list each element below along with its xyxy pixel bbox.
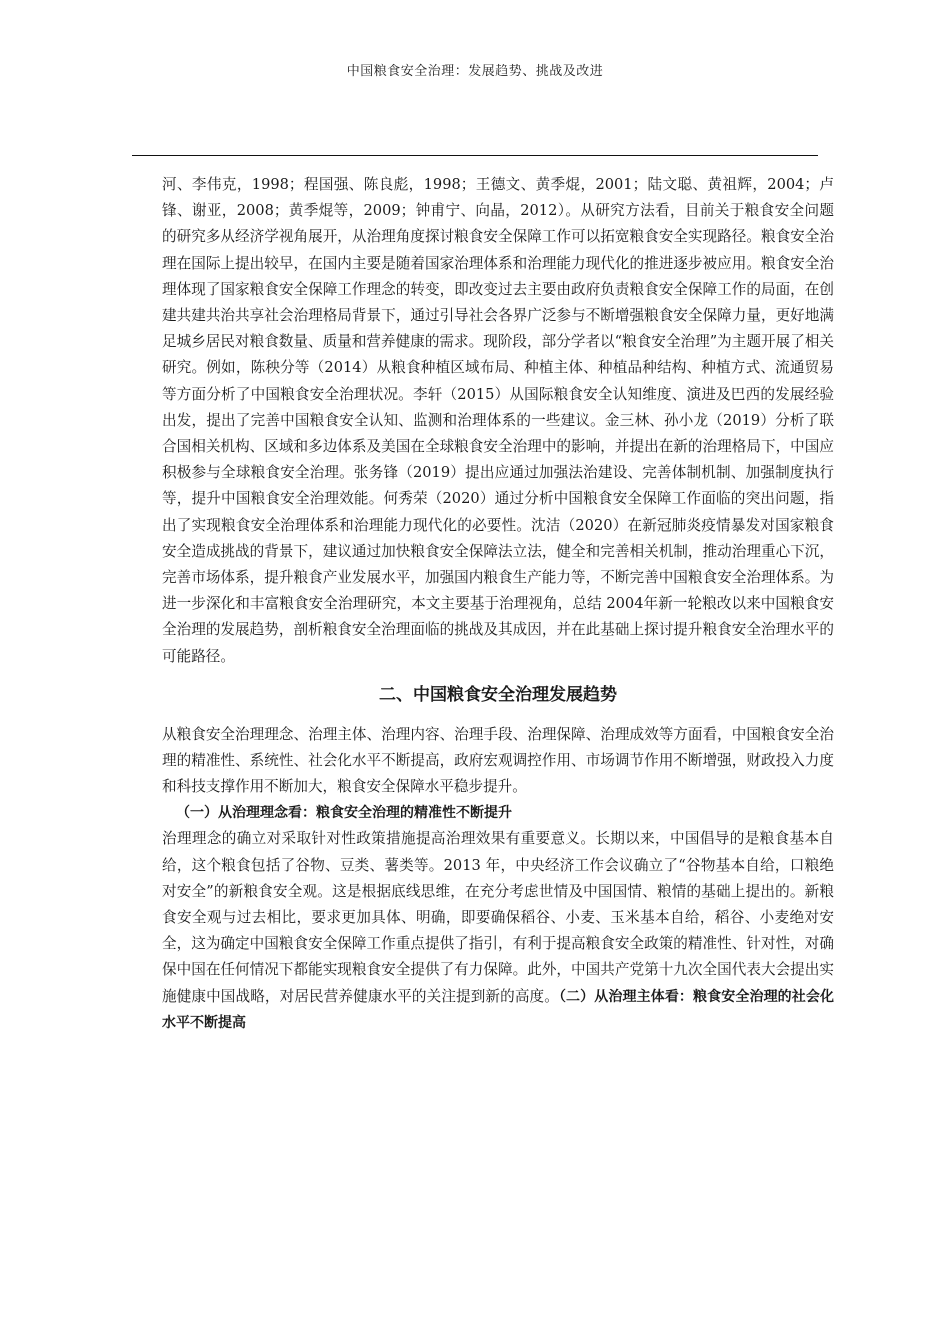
section-heading: 二、中国粮食安全治理发展趋势 xyxy=(379,684,617,705)
paragraph-literature-review: 河、李伟克，1998；程国强、陈良彪，1998；王德文、黄季焜，2001；陆文聪、黄祖辉，2004；卢锋、谢亚，2008；黄季焜等，2009；钟甫宁、向晶，2012）。从研究方法看，目前关于粮食安全问题的研究多从经济学视角展开，从治理角度探讨粮食安全保障工作可以拓宽粮食安全实现路径。粮食安全治理在国际上提出较早，在国内主要是随着国家治理体系和治理能力现代化的推进逐步被应用。粮食安全治理体现了国家粮食安全保障工作理念的转变，即改变过去主要由政府负责粮食安全保障工作的局面，在创建共建共治共享社会治理格局背景下，通过引导社会各界广泛参与不断增强粮食安全保障力量，更好地满足城乡居民对粮食数量、质量和营养健康的需求。现阶段，部分学者以“粮食安全治理”为主题开展了相关研究。例如，陈秧分等（2014）从粮食种植区域布局、种植主体、种植品种结构、种植方式、流通贸易等方面分析了中国粮食安全治理状况。李轩（2015）从国际粮食安全认知维度、演进及巴西的发展经验出发，提出了完善中国粮食安全认知、监测和治理体系的一些建议。金三林、孙小龙（2019）分析了联合国相关机构、区域和多边体系及美国在全球粮食安全治理中的影响，并提出在新的治理格局下，中国应积极参与全球粮食安全治理。张务锋（2019）提出应通过加强法治建设、完善体制机制、加强制度执行等，提升中国粮食安全治理效能。何秀荣（2020）通过分析中国粮食安全保障工作面临的突出问题，指出了实现粮食安全治理体系和治理能力现代化的必要性。沈洁（2020）在新冠肺炎疫情暴发对国家粮食安全造成挑战的背景下，建议通过加快粮食安全保障法立法，健全和完善相关机制，推动治理重心下沉，完善市场体系，提升粮食产业发展水平，加强国内粮食生产能力等，不断完善中国粮食安全治理体系。为进一步深化和丰富粮食安全治理研究，本文主要基于治理视角，总结 2004年新一轮粮改以来中国粮食安全治理的发展趋势，剖析粮食安全治理面临的挑战及其成因，并在此基础上探讨提升粮食安全治理水平的可能路径。 xyxy=(162,176,834,665)
running-header: 中国粮食安全治理：发展趋势、挑战及改进 xyxy=(346,64,604,79)
article-body xyxy=(162,172,834,1036)
paragraph-section-intro: 从粮食安全治理理念、治理主体、治理内容、治理手段、治理保障、治理成效等方面看，中国粮食安全治理的精准性、系统性、社会化水平不断提高，政府宏观调控作用、市场调节作用不断增强，财政投入力度和科技支撑作用不断加大，粮食安全保障水平稳步提升。 xyxy=(162,725,834,796)
header-divider xyxy=(132,155,818,156)
subsection-heading-2: （二）从治理主体看：粮食安全治理的社会化水平不断提高 xyxy=(162,988,834,1031)
paragraph-text: 治理理念的确立对采取针对性政策措施提高治理效果有重要意义。长期以来，中国倡导的是粮食基本自给，这个粮食包括了谷物、豆类、薯类等。2013 年，中央经济工作会议确立了“谷物基本自给，口粮绝对安全”的新粮食安全观。这是根据底线思维，在充分考虑世情及中国国情、粮情的基础上提出的。新粮食安全观与过去相比，要求更加具体、明确，即要确保稻谷、小麦、玉米基本自给，稻谷、小麦绝对安全，这为确定中国粮食安全保障工作重点提供了指引，有利于提高粮食安全政策的精准性、针对性，对确保中国在任何情况下都能实现粮食安全提供了有力保障。此外，中国共产党第十九次全国代表大会提出实施健康中国战略，对居民营养健康水平的关注提到新的高度。 xyxy=(162,830,834,1005)
subsection-heading-1: （一）从治理理念看：粮食安全治理的精准性不断提升 xyxy=(176,805,512,822)
paragraph-governance-concept xyxy=(162,826,834,1036)
